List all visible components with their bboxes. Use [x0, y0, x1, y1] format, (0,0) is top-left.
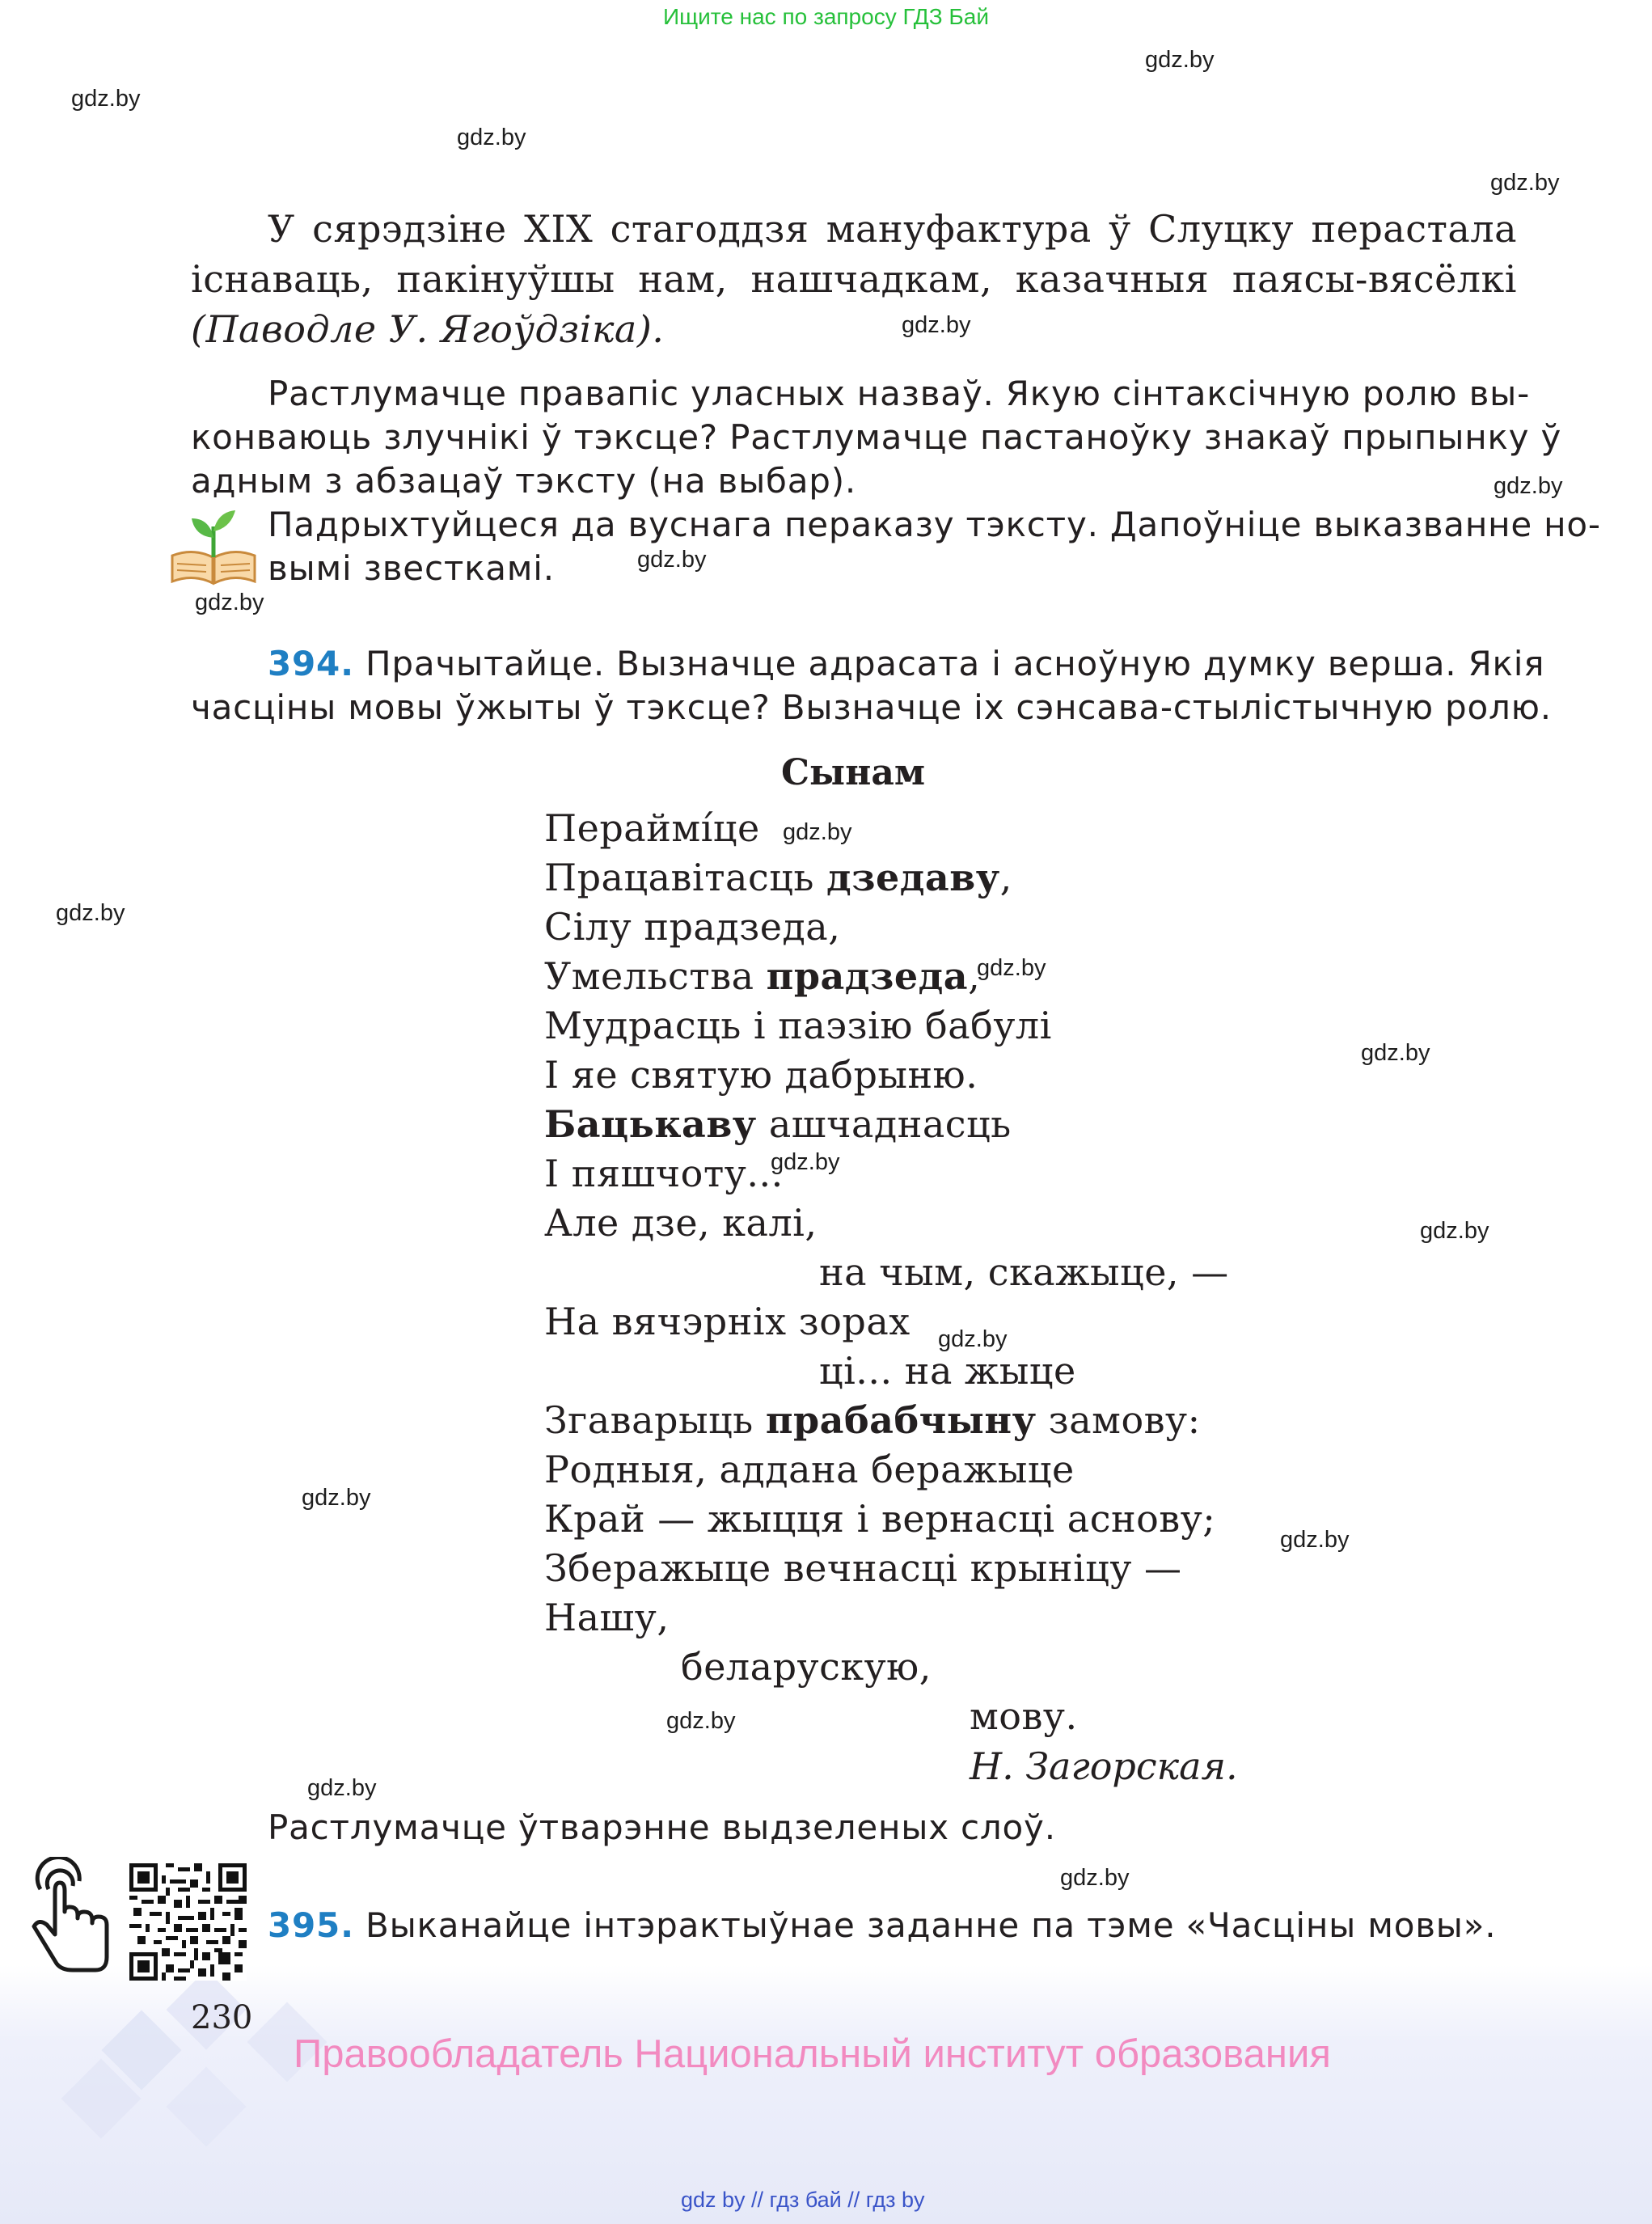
watermark: gdz.by: [1145, 47, 1215, 73]
poem-line: ці... на жыце: [819, 1349, 1076, 1393]
watermark: gdz.by: [1420, 1218, 1489, 1244]
tap-hand-icon: [24, 1857, 113, 1974]
task-line-3: адным з абзацаў тэксту (на выбар).: [191, 461, 857, 501]
poem-line: беларускую,: [681, 1645, 932, 1689]
bottom-links[interactable]: gdz by // гдз бай // гдз by: [681, 2188, 925, 2212]
poem-line: Нашу,: [544, 1596, 670, 1639]
retell-line-2: вымі звесткамі.: [268, 548, 555, 588]
exercise-394-text-1: Прачытайце. Вызначце адрасата і асноўную думку верша. Якія: [365, 644, 1545, 683]
watermark: gdz.by: [1494, 473, 1563, 499]
poem-line: Пераймíце: [544, 806, 760, 850]
exercise-394-line-2: часціны мовы ўжыты ў тэксце? Вызначце іх сэнсава-стылістычную ролю.: [191, 687, 1552, 727]
poem-line: Родныя, аддана беражыце: [544, 1448, 1075, 1491]
poem-line: І пяшчоту...: [544, 1152, 784, 1195]
highlighted-word: прадзеда: [766, 954, 969, 998]
top-banner[interactable]: Ищите нас по запросу ГДЗ Бай: [662, 4, 990, 29]
watermark: gdz.by: [1490, 170, 1560, 196]
watermark: gdz.by: [1280, 1527, 1350, 1553]
poem-author: Н. Загорская.: [970, 1744, 1238, 1788]
highlighted-word: Бацькаву: [544, 1102, 757, 1146]
decor-diamond: [167, 2067, 247, 2147]
watermark: gdz.by: [307, 1775, 377, 1801]
watermark: gdz.by: [1361, 1040, 1430, 1066]
poem-line: Зберажыце вечнасці крыніцу —: [544, 1546, 1182, 1590]
watermark: gdz.by: [771, 1149, 840, 1175]
watermark: gdz.by: [637, 547, 707, 573]
exercise-395-number: 395.: [268, 1905, 354, 1945]
watermark: gdz.by: [938, 1326, 1008, 1352]
watermark: gdz.by: [977, 955, 1046, 981]
task-line-1: Растлумачце правапіс уласных назваў. Якую сінтаксічную ролю вы-: [268, 374, 1531, 413]
poem-line: Умельства прадзеда,: [544, 954, 981, 998]
intro-line-2: існаваць, пакінуўшы нам, нашчадкам, казачныя паясы-вясёлкі: [191, 257, 1517, 301]
watermark: gdz.by: [1060, 1865, 1130, 1891]
poem-line: Згаварыць прабабчыну замову:: [544, 1398, 1201, 1442]
poem-line: Бацькаву ашчаднасць: [544, 1102, 1012, 1146]
poem-line: Край — жыцця і вернасці аснову;: [544, 1497, 1216, 1541]
after-poem-task: Растлумачце ўтварэнне выдзеленых слоў.: [268, 1808, 1056, 1847]
retell-line-1: Падрыхтуйцеся да вуснага пераказу тэксту. Дапоўніце выказванне но-: [268, 505, 1601, 544]
poem-line: І яе святую дабрыню.: [544, 1053, 978, 1097]
watermark: gdz.by: [56, 900, 125, 926]
intro-line-1: У сярэдзіне XIX стагоддзя мануфактура ў Слуцку перастала: [268, 207, 1517, 251]
exercise-394-line-1: [191, 642, 1545, 686]
poem-line: мову.: [970, 1694, 1078, 1738]
retell-paragraph: [268, 503, 1601, 590]
poem-line: Але дзе, калі,: [544, 1201, 818, 1245]
book-sprout-icon: [166, 505, 261, 586]
highlighted-word: прабабчыну: [765, 1398, 1037, 1442]
exercise-395: [268, 1904, 1496, 1947]
poem-line: Працавітасць дзедаву,: [544, 856, 1012, 899]
watermark: gdz.by: [195, 590, 264, 615]
intro-paragraph: [191, 204, 1517, 354]
exercise-394-number: 394.: [268, 644, 354, 683]
page-number: 230: [191, 1999, 253, 2036]
watermark: gdz.by: [666, 1708, 736, 1734]
watermark: gdz.by: [302, 1485, 371, 1511]
poem-line: Сілу прадзеда,: [544, 905, 841, 949]
copyright-notice: Правообладатель Национальный институт образования: [294, 2032, 1331, 2076]
watermark: gdz.by: [457, 125, 526, 150]
watermark: gdz.by: [71, 86, 141, 112]
poem-line: на чым, скажыце, —: [819, 1250, 1229, 1294]
exercise-395-text: Выканайце інтэрактыўнае заданне па тэме «Часціны мовы».: [365, 1905, 1497, 1945]
watermark: gdz.by: [783, 819, 852, 845]
highlighted-word: дзедаву: [826, 856, 1000, 899]
qr-code[interactable]: [129, 1863, 247, 1981]
intro-source: (Паводле У. Ягоўдзіка).: [191, 307, 665, 351]
watermark: gdz.by: [902, 312, 971, 338]
poem-title: Сынам: [781, 752, 926, 793]
task-line-2: конваюць злучнікі ў тэксце? Растлумачце пастаноўку знакаў прыпынку ў: [191, 417, 1562, 457]
poem-line: На вячэрніх зорах: [544, 1300, 911, 1343]
poem-line: Мудрасць і паэзію бабулі: [544, 1004, 1052, 1047]
exercise-394: [191, 642, 1552, 729]
